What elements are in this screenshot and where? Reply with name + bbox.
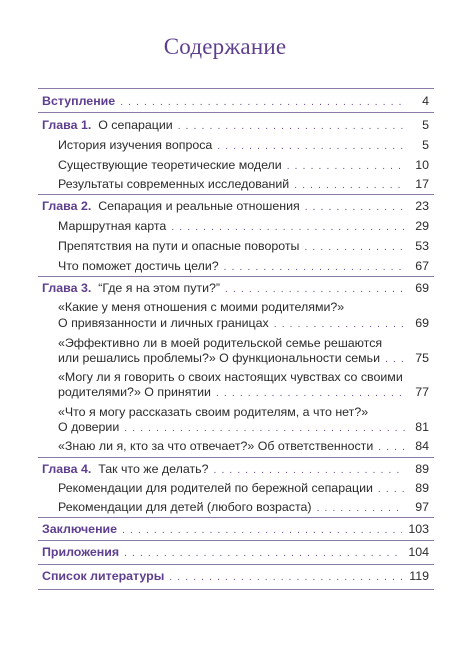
entry-text: Существующие теоретические модели xyxy=(58,158,282,172)
section-divider xyxy=(38,194,434,195)
toc-entry-1-1[interactable] xyxy=(58,138,429,154)
page-number: 10 xyxy=(415,158,429,172)
dot-leader xyxy=(122,523,402,538)
entry-text: “Где я на этом пути?” xyxy=(98,281,221,295)
page-title: Содержание xyxy=(163,34,287,59)
toc-entry-intro[interactable] xyxy=(42,94,429,110)
toc-entry-conclusion[interactable] xyxy=(42,522,429,538)
dot-leader xyxy=(124,546,402,561)
page-number: 53 xyxy=(415,239,429,253)
entry-label: Заключение xyxy=(42,522,118,536)
page-number: 77 xyxy=(415,385,429,399)
dot-leader xyxy=(225,282,405,297)
page-number: 84 xyxy=(415,439,429,453)
entry-text: родителями?» О принятии xyxy=(58,385,211,399)
entry-first-line: «Какие у меня отношения с моими родителями?» xyxy=(58,300,345,314)
toc-entry-4-1[interactable] xyxy=(58,481,429,497)
toc-entry-chapter-2[interactable] xyxy=(42,199,429,215)
entry-label: Вступление xyxy=(42,94,116,108)
toc-entry-1-2[interactable] xyxy=(58,158,429,174)
entry-first-line: «Эффективно ли в моей родительской семье решаются xyxy=(58,336,383,350)
entry-text: Результаты современных исследований xyxy=(58,177,290,191)
toc-entry-3-5[interactable] xyxy=(58,439,429,455)
entry-label: Глава 4. xyxy=(42,462,92,476)
entry-text: О доверии xyxy=(58,420,120,434)
dot-leader xyxy=(317,501,405,516)
entry-label: Глава 3. xyxy=(42,281,92,295)
toc-entry-references[interactable] xyxy=(42,569,429,585)
entry-text: Рекомендации для родителей по бережной сепарации xyxy=(58,481,373,495)
section-divider xyxy=(38,589,434,590)
page-number: 69 xyxy=(415,316,429,330)
dot-leader xyxy=(178,119,405,134)
page-number: 75 xyxy=(415,351,429,365)
section-divider xyxy=(38,276,434,277)
entry-label: Глава 2. xyxy=(42,199,92,213)
section-divider xyxy=(38,517,434,518)
toc-entry-3-4[interactable] xyxy=(58,420,429,436)
page-number: 23 xyxy=(415,199,429,213)
entry-text: Маршрутная карта xyxy=(58,219,167,233)
page-number: 81 xyxy=(415,420,429,434)
entry-text: Так что же делать? xyxy=(98,462,209,476)
dot-leader xyxy=(294,178,405,193)
section-divider xyxy=(38,457,434,458)
dot-leader xyxy=(378,440,405,455)
page-number: 103 xyxy=(408,522,429,536)
page-number: 119 xyxy=(409,569,429,583)
dot-leader xyxy=(120,95,405,110)
section-divider xyxy=(38,564,434,565)
dot-leader xyxy=(213,463,405,478)
page-number: 17 xyxy=(415,177,429,191)
dot-leader xyxy=(304,240,405,255)
entry-text: или решались проблемы?» О функциональности семьи xyxy=(58,351,381,365)
toc-entry-4-2[interactable] xyxy=(58,500,429,516)
page-number: 69 xyxy=(415,281,429,295)
entry-text: О сепарации xyxy=(98,118,173,132)
page-number: 104 xyxy=(408,545,429,559)
toc-entry-3-2[interactable] xyxy=(58,351,429,367)
toc-entry-chapter-4[interactable] xyxy=(42,462,429,478)
dot-leader xyxy=(378,482,405,497)
entry-text: Что поможет достичь цели? xyxy=(58,259,219,273)
toc-entry-3-1[interactable] xyxy=(58,316,429,332)
entry-first-line: «Могу ли я говорить о своих настоящих чувствах со своими xyxy=(58,370,403,384)
page-number: 5 xyxy=(422,138,429,152)
page-number: 5 xyxy=(422,118,429,132)
page-number: 29 xyxy=(415,219,429,233)
page-number: 97 xyxy=(415,500,429,514)
page-number: 67 xyxy=(415,259,429,273)
entry-text: История изучения вопроса xyxy=(58,138,213,152)
toc-entry-3-3[interactable] xyxy=(58,385,429,401)
toc-entry-1-3[interactable] xyxy=(58,177,429,193)
dot-leader xyxy=(169,570,403,585)
dot-leader xyxy=(216,386,405,401)
toc-entry-2-2[interactable] xyxy=(58,239,429,255)
entry-text: О привязанности и личных границах xyxy=(58,316,269,330)
dot-leader xyxy=(224,260,405,275)
entry-text: «Знаю ли я, кто за что отвечает?» Об ответственности xyxy=(58,439,374,453)
toc-entry-chapter-3[interactable] xyxy=(42,281,429,297)
entry-label: Глава 1. xyxy=(42,118,92,132)
dot-leader xyxy=(217,139,405,154)
dot-leader xyxy=(385,352,405,367)
dot-leader xyxy=(287,159,405,174)
section-divider xyxy=(38,88,434,89)
dot-leader xyxy=(171,220,405,235)
entry-text: Сепарация и реальные отношения xyxy=(98,199,300,213)
toc-entry-2-3[interactable] xyxy=(58,259,429,275)
toc-entry-2-1[interactable] xyxy=(58,219,429,235)
entry-first-line: «Что я могу рассказать своим родителям, а что нет?» xyxy=(58,405,369,419)
toc-entry-appendices[interactable] xyxy=(42,545,429,561)
page-number: 4 xyxy=(422,94,429,108)
toc-entry-chapter-1[interactable] xyxy=(42,118,429,134)
page-number: 89 xyxy=(415,481,429,495)
section-divider xyxy=(38,540,434,541)
section-divider xyxy=(38,112,434,113)
entry-label: Приложения xyxy=(42,545,120,559)
entry-text: Препятствия на пути и опасные повороты xyxy=(58,239,300,253)
dot-leader xyxy=(274,317,405,332)
entry-label: Список литературы xyxy=(42,569,165,583)
dot-leader xyxy=(124,421,405,436)
entry-text: Рекомендации для детей (любого возраста) xyxy=(58,500,312,514)
page-number: 89 xyxy=(415,462,429,476)
dot-leader xyxy=(305,200,405,215)
